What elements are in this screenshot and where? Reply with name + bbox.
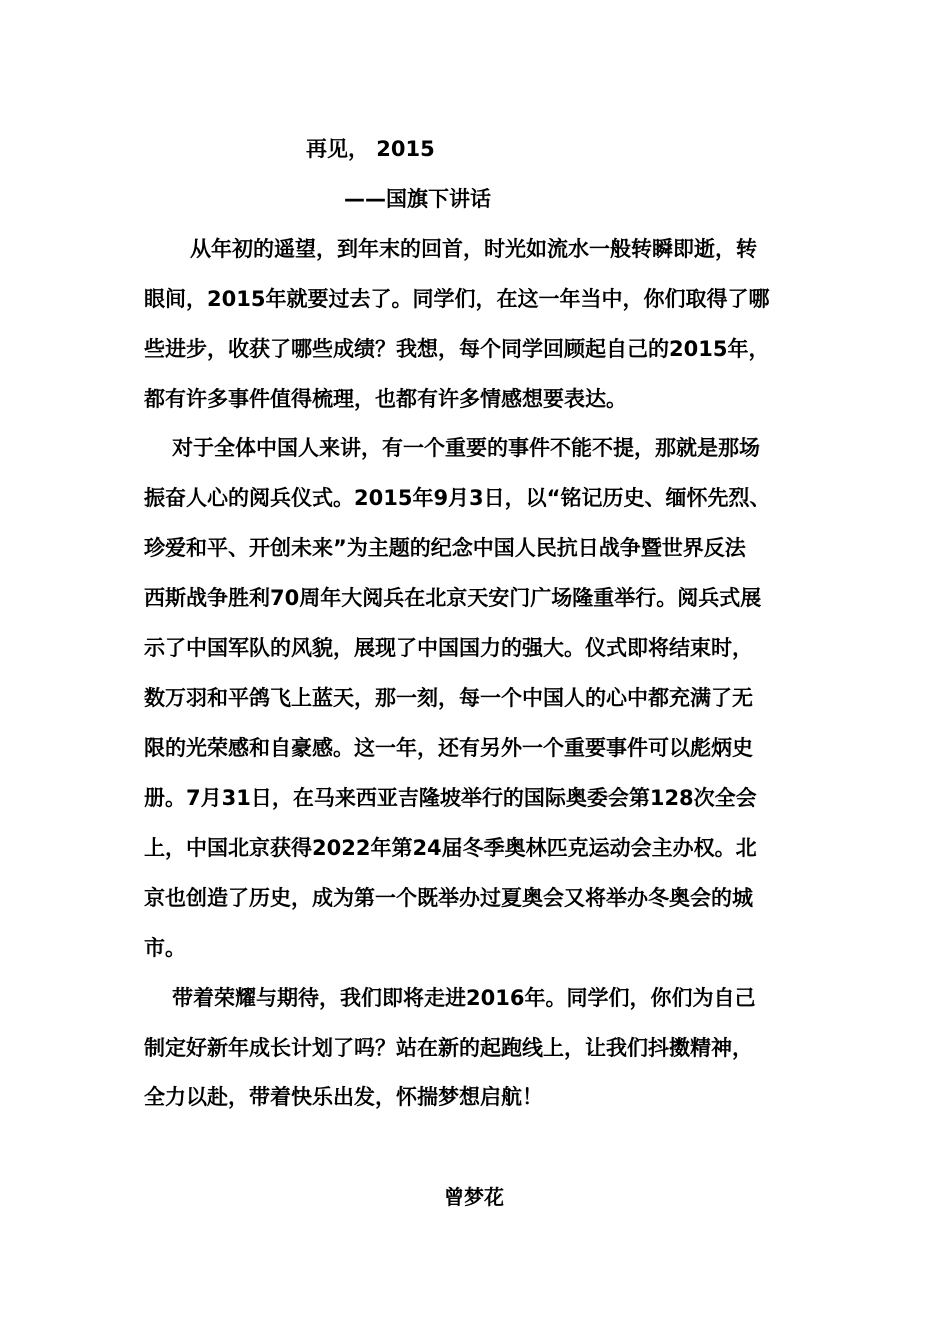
paragraph-line: 制定好新年成长计划了吗？站在新的起跑线上，让我们抖擞精神， [144, 1036, 753, 1060]
paragraph-line: 些进步，收获了哪些成绩？我想，每个同学回顾起自己的2015年， [144, 337, 770, 361]
paragraph-line: 册。7月31日，在马来西亚吉隆坡举行的国际奥委会第128次全会 [144, 786, 757, 810]
paragraph-line: 珍爱和平、开创未来”为主题的纪念中国人民抗日战争暨世界反法 [144, 536, 746, 560]
paragraph-line: 带着荣耀与期待，我们即将走进2016年。同学们，你们为自己 [172, 986, 756, 1010]
author-name: 曾梦花 [444, 1185, 504, 1209]
paragraph-line: 都有许多事件值得梳理，也都有许多情感想要表达。 [144, 387, 627, 411]
paragraph-line: 市。 [144, 936, 186, 960]
paragraph-line: 数万羽和平鸽飞上蓝天，那一刻，每一个中国人的心中都充满了无 [144, 686, 753, 710]
paragraph-line: 京也创造了历史，成为第一个既举办过夏奥会又将举办冬奥会的城 [144, 886, 753, 910]
paragraph-line: 对于全体中国人来讲，有一个重要的事件不能不提，那就是那场 [172, 436, 760, 460]
paragraph-line: 全力以赴，带着快乐出发，怀揣梦想启航！ [144, 1085, 543, 1109]
paragraph-line: 上，中国北京获得2022年第24届冬季奥林匹克运动会主办权。北 [144, 836, 757, 860]
paragraph-line: 限的光荣感和自豪感。这一年，还有另外一个重要事件可以彪炳史 [144, 736, 753, 760]
paragraph-line: 西斯战争胜利70周年大阅兵在北京天安门广场隆重举行。阅兵式展 [144, 586, 762, 610]
paragraph-line: 振奋人心的阅兵仪式。2015年9月3日，以“铭记历史、缅怀先烈、 [144, 486, 771, 510]
document-subtitle: ——国旗下讲话 [344, 187, 491, 211]
paragraph-line: 示了中国军队的风貌，展现了中国国力的强大。仪式即将结束时， [144, 636, 753, 660]
document-title: 再见， 2015 [306, 137, 435, 161]
paragraph-line: 从年初的遥望，到年末的回首，时光如流水一般转瞬即逝，转 [190, 237, 757, 261]
paragraph-line: 眼间，2015年就要过去了。同学们，在这一年当中，你们取得了哪 [144, 287, 770, 311]
